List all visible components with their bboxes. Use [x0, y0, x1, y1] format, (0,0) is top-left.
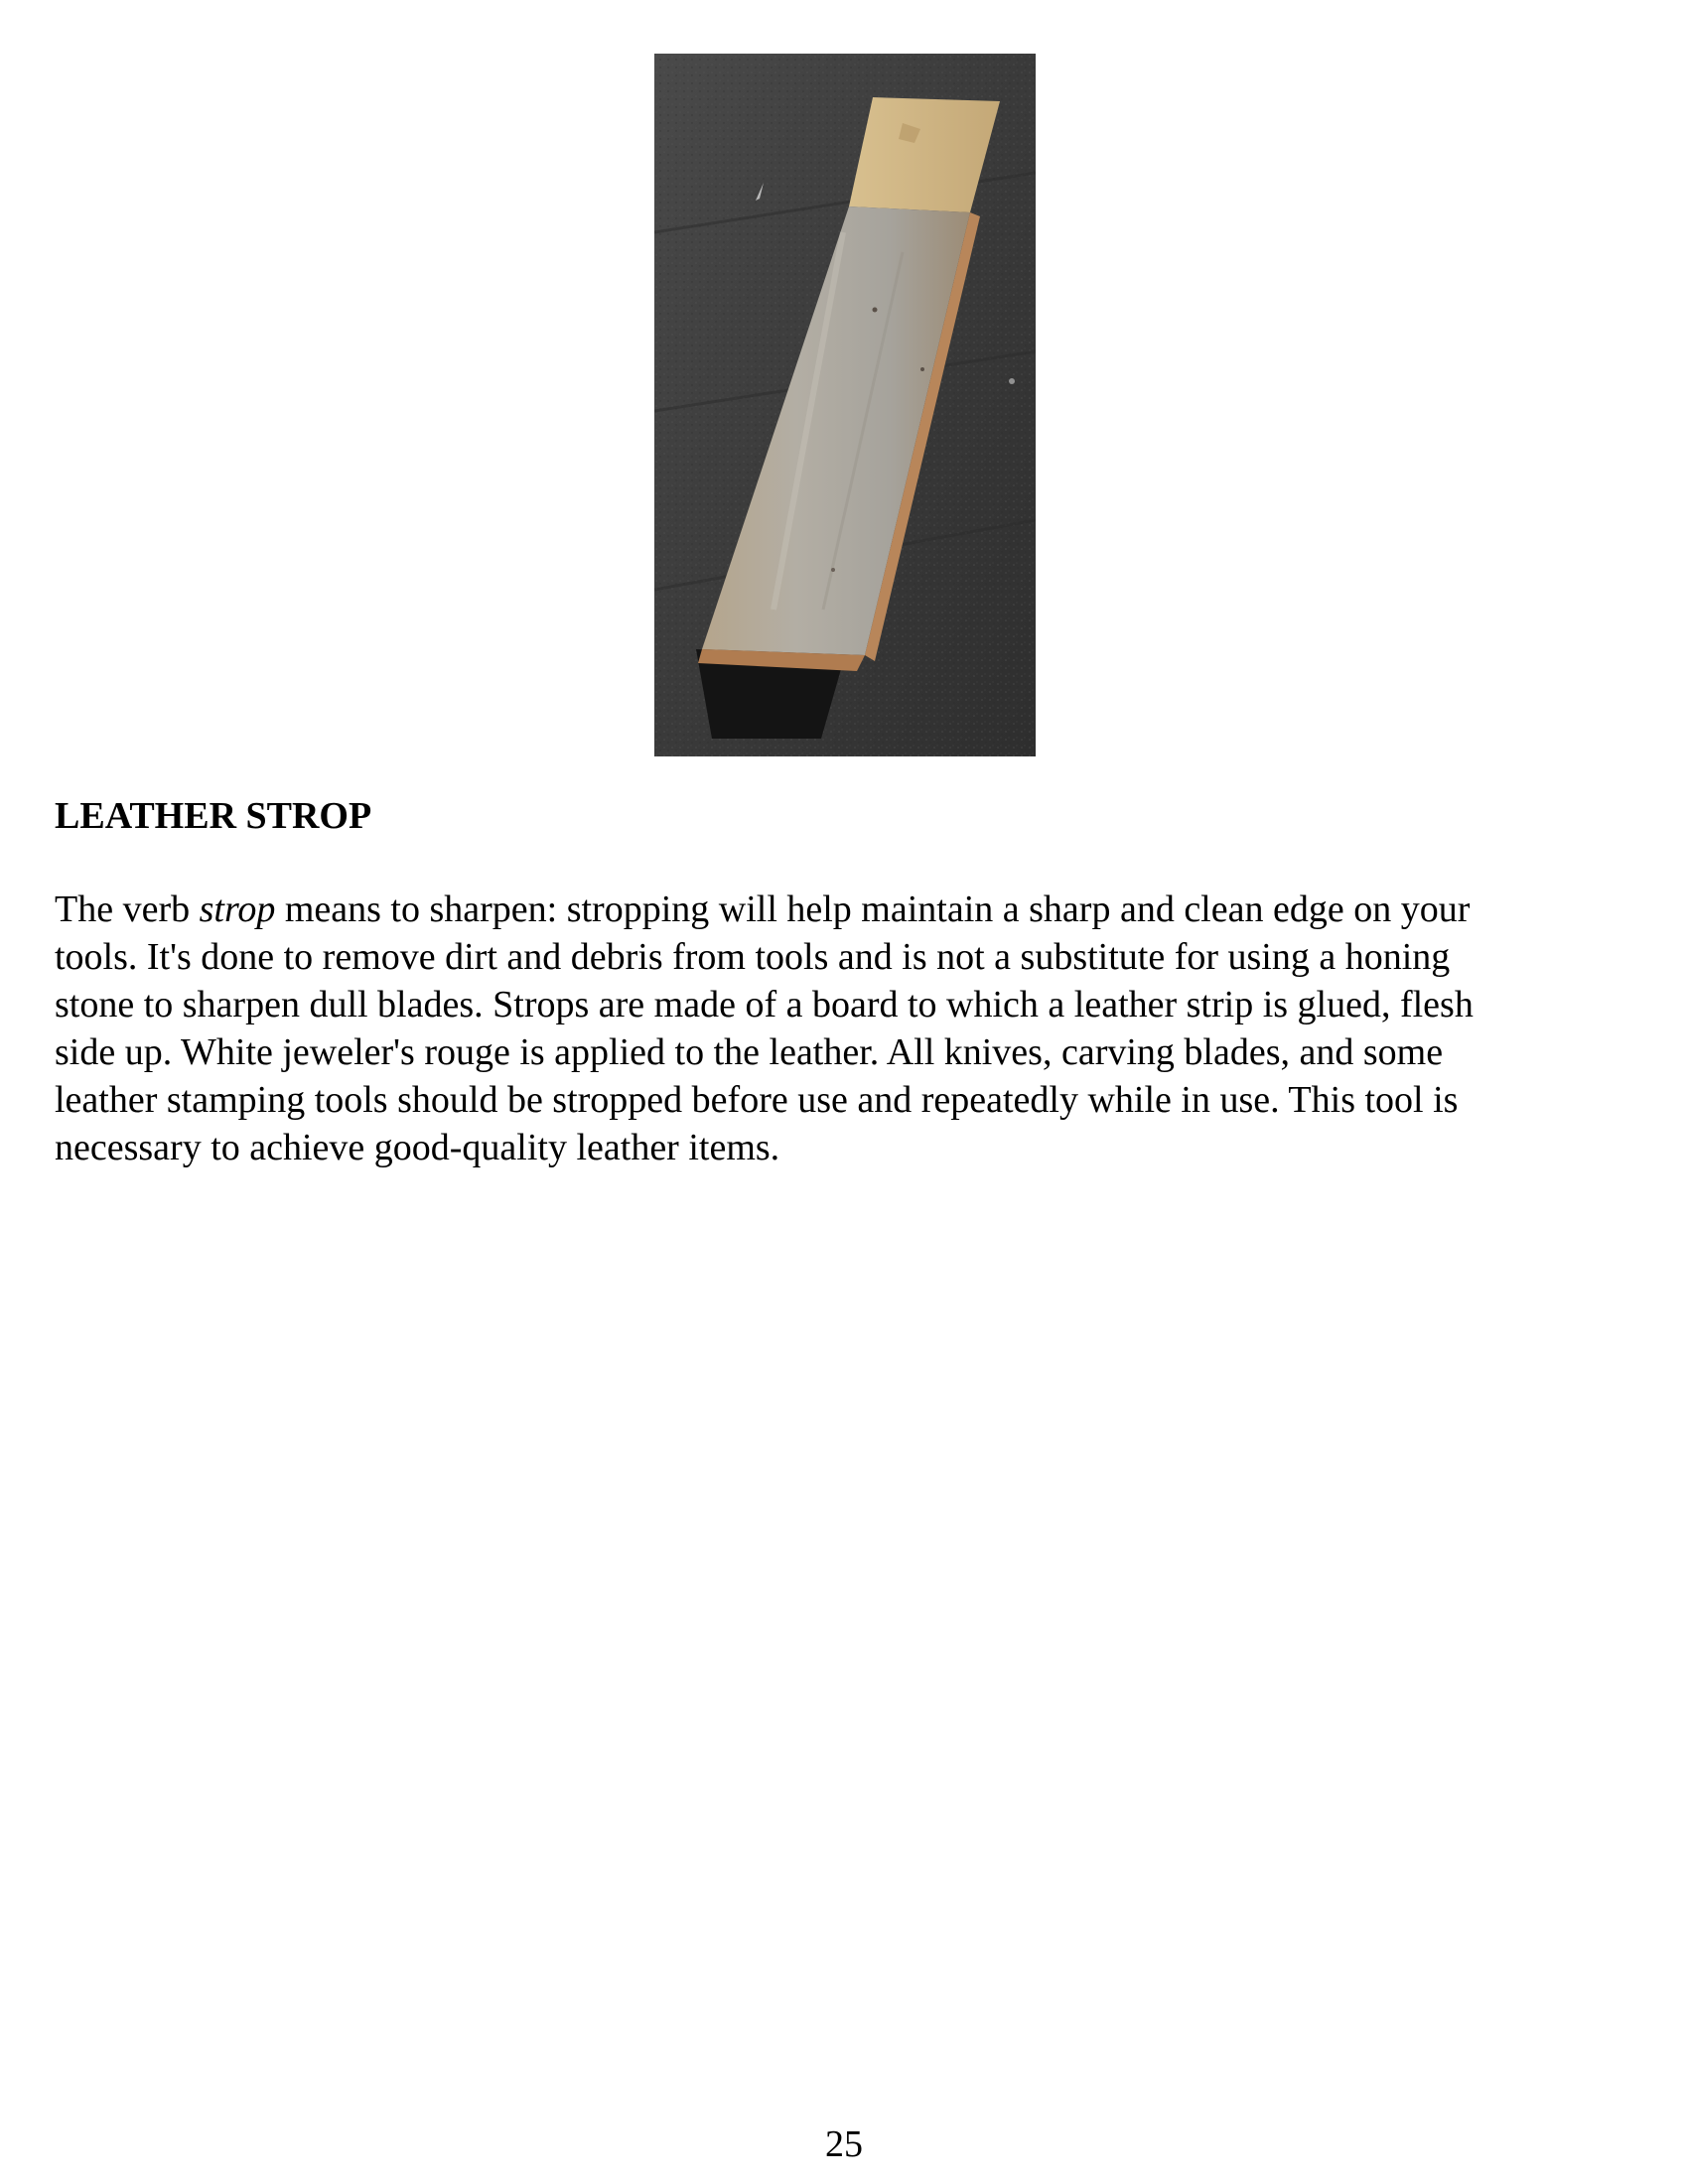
body-paragraph	[55, 886, 1643, 1171]
paragraph-line: necessary to achieve good-quality leather items.	[55, 1127, 780, 1168]
paragraph-line	[55, 886, 1643, 933]
page-number: 25	[825, 2123, 863, 2165]
leather-strop-photo	[654, 54, 1036, 756]
paragraph-text: means to sharpen: stropping will help maintain a sharp and clean edge on your	[275, 888, 1471, 930]
paragraph-text: The verb	[55, 888, 200, 930]
paragraph-line: side up. White jeweler's rouge is applied to the leather. All knives, carving blades, and some	[55, 1031, 1444, 1073]
paragraph-line: leather stamping tools should be stropped before use and repeatedly while in use. This tool is	[55, 1079, 1459, 1121]
section-heading: LEATHER STROP	[55, 795, 372, 837]
paragraph-line: tools. It's done to remove dirt and debris from tools and is not a substitute for using a honing	[55, 936, 1451, 978]
emphasized-term: strop	[199, 888, 276, 930]
paragraph-line: stone to sharpen dull blades. Strops are made of a board to which a leather strip is glued, flesh	[55, 984, 1474, 1025]
